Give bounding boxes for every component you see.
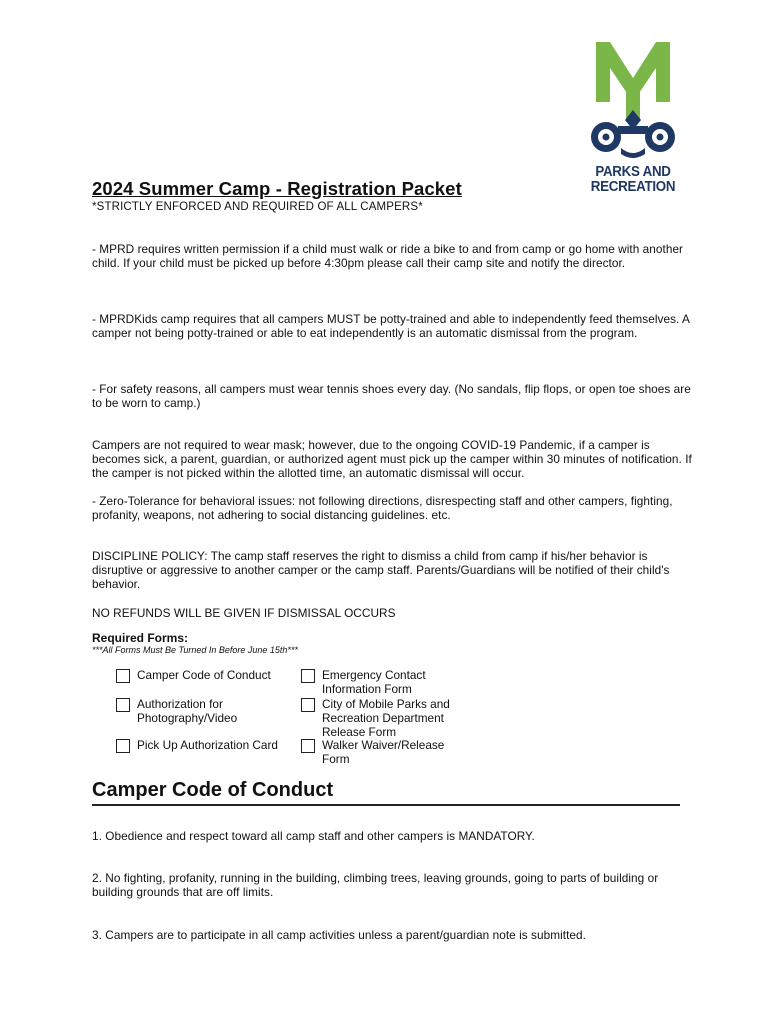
checkbox[interactable] [301,739,315,753]
form-label: Camper Code of Conduct [137,668,271,682]
form-label: Emergency Contact Information Form [322,668,426,696]
checkbox[interactable] [301,698,315,712]
form-label: Authorization for Photography/Video [137,697,238,725]
required-forms-deadline: ***All Forms Must Be Turned In Before June 15th*** [92,645,298,655]
checkbox[interactable] [116,669,130,683]
rule-covid: Campers are not required to wear mask; however, due to the ongoing COVID-19 Pandemic, if a camper is becomes sick, a parent, guardian, or authorized agent must pick up the camper within 30 minutes of notification. If the camper is not picked within the allotted time, an automatic dismissal will occur. [92,438,692,480]
logo-line-2: RECREATION [590,179,676,195]
conduct-item-1: 1. Obedience and respect toward all camp staff and other campers is MANDATORY. [92,829,535,843]
rule-potty-trained: - MPRDKids camp requires that all campers MUST be potty-trained and able to independently feed themselves. A camper not being potty-trained or able to eat independently is an automatic dismissal from the program. [92,312,690,340]
parks-and-recreation-logo [586,40,680,195]
rule-zero-tolerance: - Zero-Tolerance for behavioral issues: not following directions, disrespecting staff and other campers, fighting, profanity, weapons, not adhering to social distancing guidelines. etc. [92,494,673,522]
rule-written-permission: - MPRD requires written permission if a child must walk or ride a bike to and from camp or go home with another child. If your child must be picked up before 4:30pm please call their camp site and notify the director. [92,242,684,270]
checkbox[interactable] [301,669,315,683]
page-title: 2024 Summer Camp - Registration Packet [92,178,462,199]
logo-wordmark [590,165,676,195]
checkbox[interactable] [116,739,130,753]
form-item-emergency-contact [301,668,426,696]
no-refunds-notice: NO REFUNDS WILL BE GIVEN IF DISMISSAL OCCURS [92,606,396,620]
conduct-item-2: 2. No fighting, profanity, running in the building, climbing trees, leaving grounds, going to parts of building or building grounds that are off limits. [92,871,659,899]
form-label: City of Mobile Parks and Recreation Department Release Form [322,697,450,739]
mprd-m-emblem [586,40,680,162]
form-label: Pick Up Authorization Card [137,738,278,752]
logo-line-1: PARKS AND [595,164,671,180]
conduct-item-3: 3. Campers are to participate in all camp activities unless a parent/guardian note is submitted. [92,928,586,942]
code-of-conduct-heading: Camper Code of Conduct [92,779,680,806]
form-item-pickup-card [116,738,278,753]
form-item-code-of-conduct [116,668,271,683]
subtitle: *STRICTLY ENFORCED AND REQUIRED OF ALL CAMPERS* [92,201,423,213]
checkbox[interactable] [116,698,130,712]
discipline-policy: DISCIPLINE POLICY: The camp staff reserves the right to dismiss a child from camp if his/her behavior is disruptive or aggressive to another camper or the camp staff. Parents/Guardians will be notified of their child's behavior. [92,549,670,591]
form-item-photography [116,697,237,725]
rule-tennis-shoes: - For safety reasons, all campers must wear tennis shoes every day. (No sandals, flip flops, or open toe shoes are to be worn to camp.) [92,382,691,410]
required-forms-title: Required Forms: [92,631,189,645]
form-item-city-release [301,697,450,739]
form-item-walker-waiver [301,738,444,766]
form-label: Walker Waiver/Release Form [322,738,445,766]
